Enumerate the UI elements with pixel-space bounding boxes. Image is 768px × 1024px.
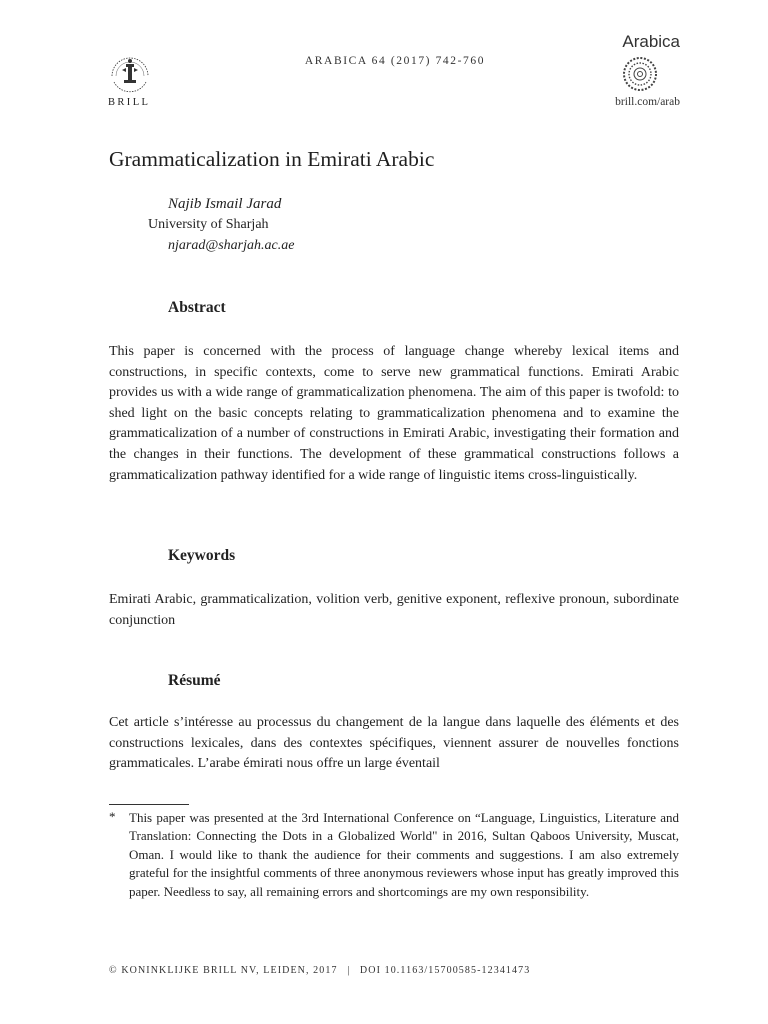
- doi-text[interactable]: DOI 10.1163/15700585-12341473: [359, 965, 531, 976]
- footnote-rule: [109, 804, 189, 805]
- author-affiliation: University of Sharjah: [148, 217, 269, 232]
- keywords-text: Emirati Arabic, grammaticalization, volition verb, genitive exponent, reflexive pronoun, subordinate conjunction: [109, 592, 679, 628]
- footnote-mark: *: [109, 809, 116, 824]
- page-footer: [109, 965, 530, 976]
- footer-separator: |: [347, 965, 351, 976]
- publisher-name: BRILL: [108, 97, 151, 108]
- abstract-heading: Abstract: [168, 299, 226, 316]
- author-email[interactable]: njarad@sharjah.ac.ae: [168, 238, 295, 253]
- resume-text: Cet article s’intéresse au processus du changement de la langue dans laquelle des éléments et des constructions lexicales, dans des contextes spécifiques, viennent assurer de nouvelles fonctions grammaticales. L’arabe émirati nous offre un large éventail: [109, 715, 679, 772]
- journal-url[interactable]: brill.com/arab: [615, 96, 680, 108]
- author-name: Najib Ismail Jarad: [168, 196, 282, 212]
- running-head: ARABICA 64 (2017) 742-760: [304, 55, 486, 67]
- abstract-text: This paper is concerned with the process of language change whereby lexical items and constructions, in specific contexts, come to serve new grammatical functions. Emirati Arabic provides us with a wide range of grammaticalization phenomena. The aim of this paper is twofold: to shed light on the basic concepts relating to grammaticalization phenomena and to examine the grammaticalization of a number of constructions in Emirati Arabic, investigating their formation and the changes in their functions. The development of these grammatical constructions follows a grammaticalization pathway identified for a wide range of linguistic items cross-linguistically.: [109, 344, 679, 483]
- copyright-text: KONINKLIJKE BRILL NV, LEIDEN, 2017: [121, 965, 338, 976]
- arabica-rosette-icon: [620, 54, 660, 94]
- footnote-text: This paper was presented at the 3rd International Conference on “Language, Linguistics, Literature and Translation: Connecting the Dots in a Globalized World" in 2016, Sultan Qaboos University, Muscat, Oman. I would like to thank the audience for their comments and suggestions. I am also extremely grateful for the insightful comments of three anonymous reviewers whose input has greatly improved this paper. Needless to say, all remaining errors and shortcomings are my own responsibility.: [129, 810, 679, 899]
- keywords-heading: Keywords: [168, 547, 236, 564]
- journal-name: Arabica: [622, 32, 680, 51]
- resume-heading: Résumé: [168, 672, 221, 689]
- brill-seal-icon: [104, 46, 156, 94]
- article-title: Grammaticalization in Emirati Arabic: [109, 147, 435, 171]
- copyright-symbol: ©: [109, 965, 118, 976]
